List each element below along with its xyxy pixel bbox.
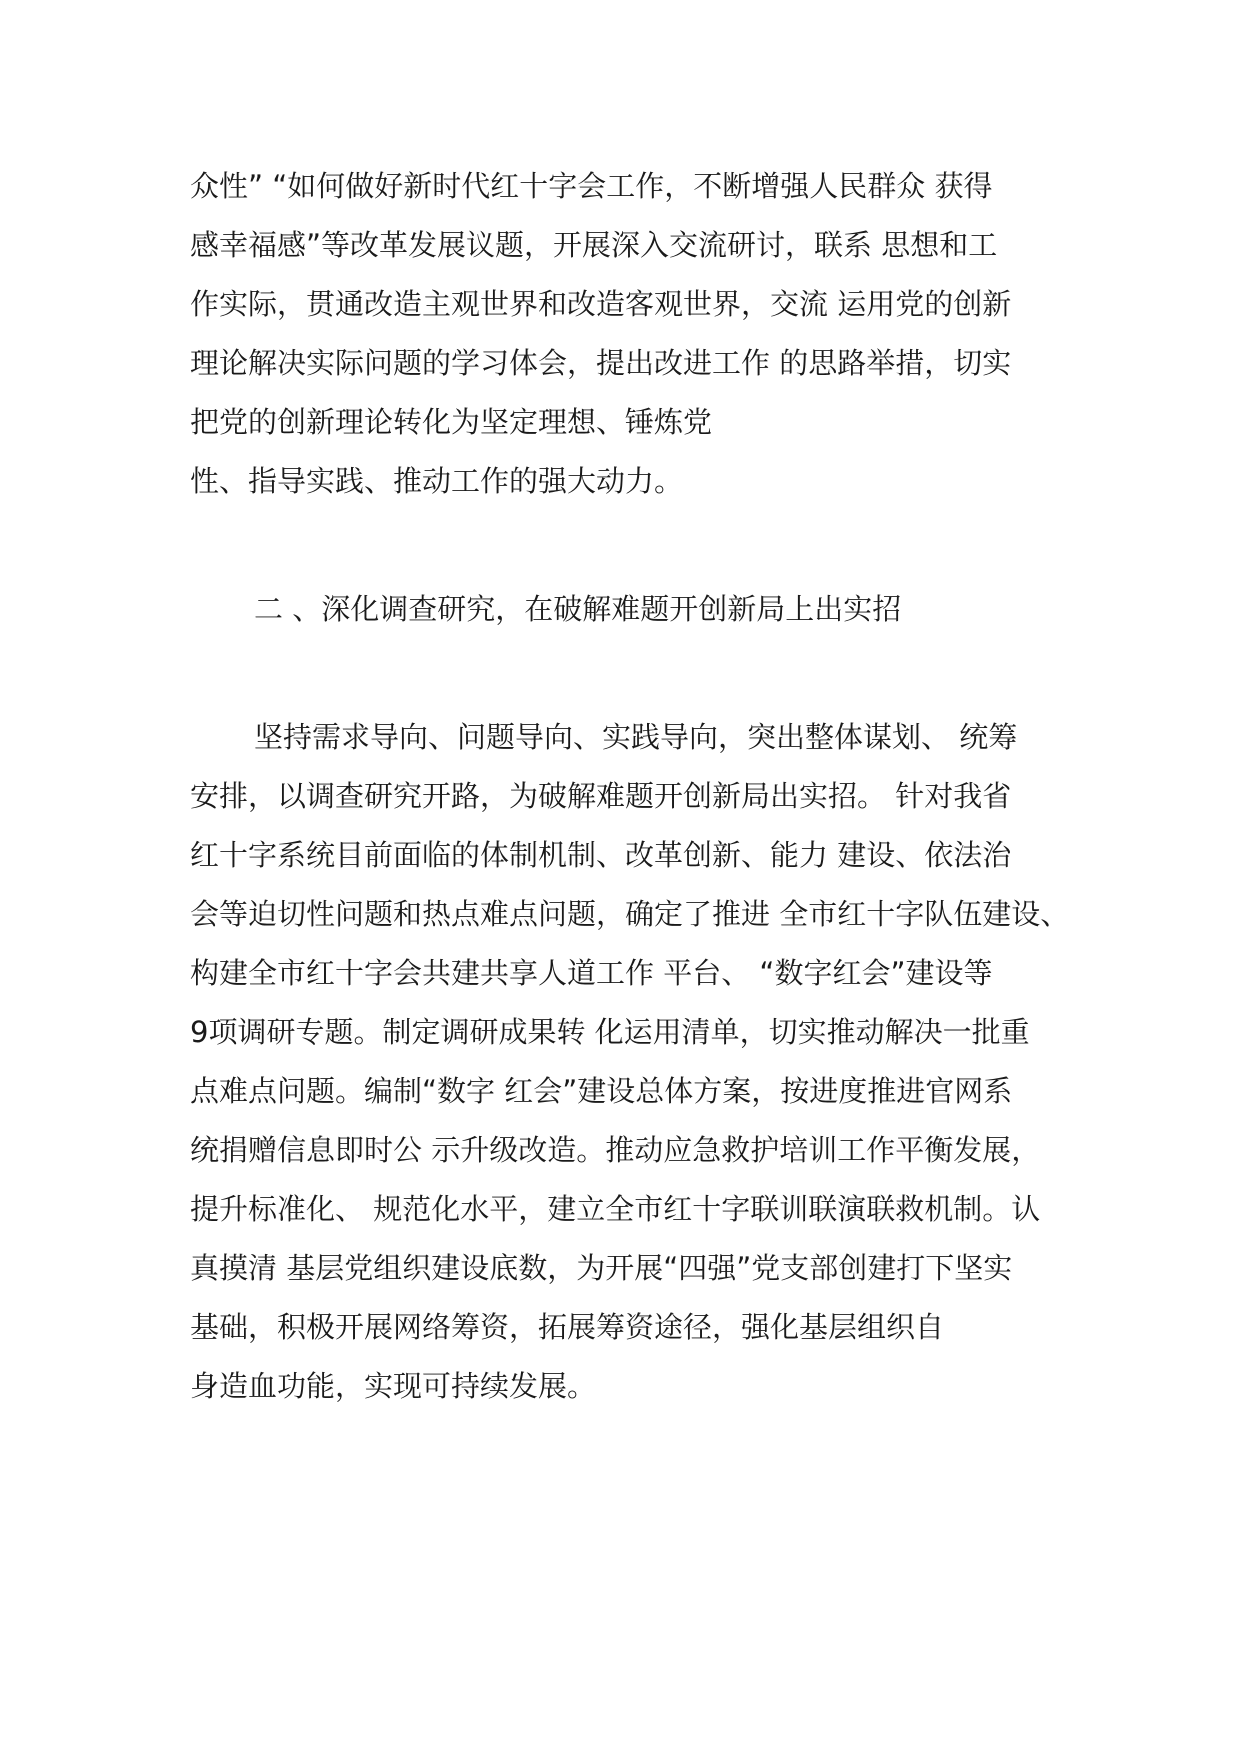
text-line: 理论解决实际问题的学习体会，提出改进工作 的思路举措，切实 <box>190 346 1012 380</box>
text-line: 会等迫切性问题和热点难点问题，确定了推进 全市红十字队伍建设、 <box>190 897 1070 931</box>
text-line: 真摸清 基层党组织建设底数，为开展“四强”党支部创建打下坚实 <box>190 1251 1013 1285</box>
paragraph-continuation <box>190 157 1090 511</box>
text-line: 感幸福感”等改革发展议题，开展深入交流研讨，联系 思想和工 <box>190 228 998 262</box>
text-line: 9项调研专题。制定调研成果转 化运用清单，切实推动解决一批重 <box>190 1015 1030 1049</box>
text-line: 红十字系统目前面临的体制机制、改革创新、能力 建设、依法治 <box>190 838 1012 872</box>
section-heading-text: 二 、深化调查研究，在破解难题开创新局上出实招 <box>254 592 902 626</box>
text-line: 点难点问题。编制“数字 红会”建设总体方案，按进度推进官网系 <box>190 1074 1013 1108</box>
text-line: 把党的创新理论转化为坚定理想、锤炼党 <box>190 405 713 439</box>
text-line: 作实际，贯通改造主观世界和改造客观世界，交流 运用党的创新 <box>190 287 1012 321</box>
text-line: 构建全市红十字会共建共享人道工作 平台、 “数字红会”建设等 <box>190 956 993 990</box>
text-line: 提升标准化、 规范化水平，建立全市红十字联训联演联救机制。认 <box>190 1192 1041 1226</box>
text-line: 性、指导实践、推动工作的强大动力。 <box>190 464 684 498</box>
text-line: 坚持需求导向、问题导向、实践导向，突出整体谋划、 统筹 <box>254 720 1018 754</box>
text-line: 统捐赠信息即时公 示升级改造。推动应急救护培训工作平衡发展， <box>190 1133 1041 1167</box>
text-line: 身造血功能，实现可持续发展。 <box>190 1369 597 1403</box>
section-paragraph <box>190 708 1090 1416</box>
section-heading <box>190 580 1090 639</box>
text-line: 安排，以调查研究开路，为破解难题开创新局出实招。 针对我省 <box>190 779 1012 813</box>
text-line: 基础，积极开展网络筹资，拓展筹资途径，强化基层组织自 <box>190 1310 945 1344</box>
text-line: 众性” “如何做好新时代红十字会工作，不断增强人民群众 获得 <box>190 169 993 203</box>
